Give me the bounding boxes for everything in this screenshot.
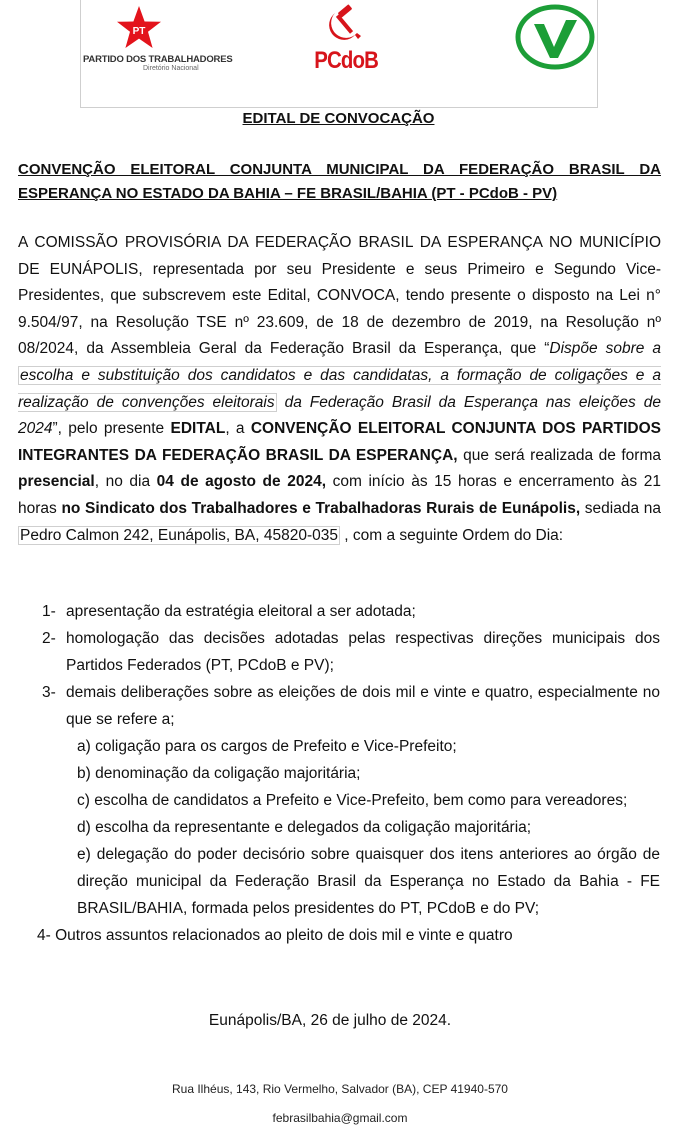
footer-address: Rua Ilhéus, 143, Rio Vermelho, Salvador (BA), CEP 41940-570 bbox=[172, 1082, 508, 1096]
pt-badge-text: PT bbox=[132, 26, 146, 37]
list-item bbox=[42, 598, 660, 625]
sub-item: c) escolha de candidatos a Prefeito e Vice-Prefeito, bem como para vereadores; bbox=[77, 792, 628, 809]
para-text-13: sediada na bbox=[580, 499, 661, 517]
para-text-3: ”, pelo presente bbox=[52, 420, 171, 438]
para-quote-highlight: escolha e substituição dos candidatos e das candidatas, a formação de coligações e a realização de convenções eleitorais bbox=[18, 366, 661, 411]
document-title: EDITAL DE CONVOCAÇÃO bbox=[242, 110, 435, 127]
convocation-paragraph bbox=[18, 230, 661, 549]
para-quote-a: Dispõe sobre a bbox=[549, 340, 661, 358]
document-subtitle: CONVENÇÃO ELEITORAL CONJUNTA MUNICIPAL DA FEDERAÇÃO BRASIL DA ESPERANÇA NO ESTADO DA BAHIA – FE BRASIL/BAHIA (PT - PCdoB - PV) bbox=[18, 161, 661, 202]
sub-item: d) escolha da representante e delegados da coligação majoritária; bbox=[77, 819, 532, 836]
para-venue: no Sindicato dos Trabalhadores e Trabalhadoras Rurais de Eunápolis, bbox=[61, 499, 581, 517]
footer-email: febrasilbahia@gmail.com bbox=[272, 1111, 408, 1125]
para-text-11: com início às 15 horas e encerramento às 21 horas bbox=[18, 473, 661, 517]
logo-header bbox=[80, 0, 598, 108]
para-text-15: , com a seguinte Ordem do Dia: bbox=[339, 526, 564, 544]
pv-logo bbox=[514, 2, 596, 77]
agenda-list bbox=[0, 598, 680, 949]
list-item-number: 3- bbox=[42, 684, 56, 701]
para-convencao: CONVENÇÃO ELEITORAL CONJUNTA DOS PARTIDOS INTEGRANTES DA FEDERAÇÃO BRASIL DA ESPERANÇA, bbox=[18, 420, 661, 464]
para-presencial: presencial bbox=[18, 473, 95, 491]
hammer-sickle-icon bbox=[324, 4, 364, 44]
pt-subtitle: Diretório Nacional bbox=[143, 65, 199, 72]
para-quote-b: da Federação Brasil da Esperança nas eleições de 2024 bbox=[18, 393, 661, 438]
list-item-text: apresentação da estratégia eleitoral a ser adotada; bbox=[66, 603, 416, 620]
list-item-number: 1- bbox=[42, 603, 56, 620]
list-item-text: demais deliberações sobre as eleições de dois mil e vinte e quatro, especialmente no que se refere a; bbox=[66, 684, 660, 728]
sub-item: a) coligação para os cargos de Prefeito e Vice-Prefeito; bbox=[77, 738, 457, 755]
sub-item: b) denominação da coligação majoritária; bbox=[77, 765, 361, 782]
pt-star-icon bbox=[115, 4, 163, 52]
para-text-7: que será realizada de forma bbox=[457, 446, 661, 464]
list-item-text: homologação das decisões adotadas pelas respectivas direções municipais dos Partidos Federados (PT, PCdoB e PV); bbox=[66, 630, 660, 674]
para-address: Pedro Calmon 242, Eunápolis, BA, 45820-035 bbox=[20, 526, 338, 544]
pt-name: PARTIDO DOS TRABALHADORES bbox=[83, 54, 233, 65]
document-date: Eunápolis/BA, 26 de julho de 2024. bbox=[208, 1012, 452, 1029]
para-text-1: A COMISSÃO PROVISÓRIA DA FEDERAÇÃO BRASIL DA ESPERANÇA NO MUNICÍPIO DE EUNÁPOLIS, representada por seu Presidente e seus Primeiro e Segundo Vice-Presidentes, que subscrevem este Edital, CONVOCA, tendo presente o disposto na Lei n° 9.504/97, na Resolução TSE nº 23.609, de 18 de dezembro de 2019, na Resolução nº 08/2024, da Assembleia Geral da Federação Brasil da Esperança, que “ bbox=[18, 234, 661, 358]
para-text-9: , no dia bbox=[94, 473, 157, 491]
pv-checkmark-icon bbox=[514, 2, 596, 72]
list-item-number: 2- bbox=[42, 630, 56, 647]
list-item bbox=[42, 679, 660, 733]
para-text-5: , a bbox=[225, 420, 251, 438]
pt-logo bbox=[83, 4, 233, 72]
list-item-4: 4- Outros assuntos relacionados ao pleito de dois mil e vinte e quatro bbox=[37, 927, 513, 944]
pcdob-name: PCdoB bbox=[314, 47, 378, 74]
pcdob-logo bbox=[309, 4, 379, 75]
para-date: 04 de agosto de 2024, bbox=[156, 473, 327, 491]
para-edital: EDITAL bbox=[170, 420, 226, 438]
list-item bbox=[42, 625, 660, 679]
sub-item: e) delegação do poder decisório sobre quaisquer dos itens anteriores ao órgão de direção municipal da Federação Brasil da Esperança no Estado da Bahia - FE BRASIL/BAHIA, formada pelos presidentes do PT, PCdoB e do PV; bbox=[77, 846, 660, 917]
